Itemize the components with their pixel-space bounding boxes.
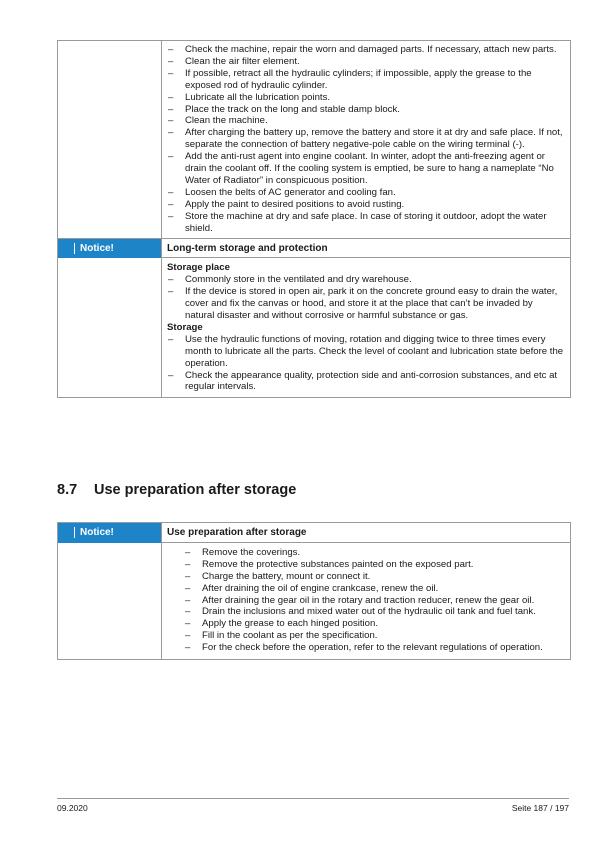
page-footer: [57, 798, 569, 813]
list-item: – Add the anti-rust agent into engine coolant. In winter, adopt the anti-freezing agent or drain the coolant off. If the cooling system is emptied, be sure to hang a nameplate “No Water of Radiator” in conspicuous position.: [167, 151, 564, 187]
notice-body-row: [58, 258, 570, 397]
notice-body: [162, 543, 570, 659]
list-item: – Charge the battery, mount or connect it.: [167, 571, 564, 583]
storage-place-heading: Storage place: [167, 262, 230, 274]
list-item: – Fill in the coolant as per the specification.: [167, 630, 564, 642]
list-item: – Remove the protective substances painted on the exposed part.: [167, 559, 564, 571]
notice-title: Use preparation after storage: [162, 523, 570, 543]
storage-place-list: [167, 274, 564, 322]
list-item: – Apply the grease to each hinged position.: [167, 618, 564, 630]
list-item: – After charging the battery up, remove the battery and store it at dry and safe place. If not, separate the connection of battery negative-pole cable on the wiring terminal (-).: [167, 127, 564, 151]
list-item: – Use the hydraulic functions of moving, rotation and digging twice to three times every month to lubricate all the parts. Check the level of coolant and lubrication state before the operation.: [167, 334, 564, 370]
notice-header-row: [58, 522, 570, 543]
maintenance-row: [58, 41, 570, 238]
empty-left-cell: [58, 258, 162, 397]
notice-label-cell: [58, 239, 162, 259]
list-item: – Clean the machine.: [167, 115, 564, 127]
notice-label: Notice!: [74, 243, 161, 254]
section-number: 8.7: [57, 482, 78, 498]
notice-label: Notice!: [74, 527, 161, 538]
footer-date: 09.2020: [57, 803, 88, 813]
storage-heading: Storage: [167, 321, 203, 333]
maintenance-list: [167, 44, 564, 235]
notice-header-row: [58, 238, 570, 259]
list-item: – Commonly store in the ventilated and dry warehouse.: [167, 274, 564, 286]
list-item: – Remove the coverings.: [167, 547, 564, 559]
empty-left-cell: [58, 543, 162, 659]
list-item: – If possible, retract all the hydraulic cylinders; if impossible, apply the grease to the exposed rod of hydraulic cylinder.: [167, 68, 564, 92]
list-item: – Place the track on the long and stable damp block.: [167, 104, 564, 116]
notice-body: [162, 258, 570, 397]
list-item: – After draining the gear oil in the rotary and traction reducer, renew the gear oil.: [167, 595, 564, 607]
list-item: – Check the machine, repair the worn and damaged parts. If necessary, attach new parts.: [167, 44, 564, 56]
list-item: – After draining the oil of engine crankcase, renew the oil.: [167, 583, 564, 595]
notice-title: Long-term storage and protection: [162, 239, 570, 259]
list-item: – If the device is stored in open air, park it on the concrete ground easy to drain the water, cover and fix the canvas or hood, and store it at the place that can’t be invaded by natural disaster and without corrosive or harmful substance or gas.: [167, 286, 564, 322]
storage-list: [167, 334, 564, 394]
list-item: – Loosen the belts of AC generator and cooling fan.: [167, 187, 564, 199]
use-preparation-table: [57, 522, 571, 660]
list-item: – Store the machine at dry and safe place. In case of storing it outdoor, adopt the water shield.: [167, 211, 564, 235]
maintenance-cell: [162, 41, 570, 238]
empty-left-cell: [58, 41, 162, 238]
list-item: – Lubricate all the lubrication points.: [167, 92, 564, 104]
list-item: – Apply the paint to desired positions to avoid rusting.: [167, 199, 564, 211]
use-preparation-list: [167, 547, 564, 654]
list-item: – Drain the inclusions and mixed water out of the hydraulic oil tank and fuel tank.: [167, 606, 564, 618]
notice-body-row: [58, 543, 570, 659]
list-item: – Check the appearance quality, protection side and anti-corrosion substances, and etc at regular intervals.: [167, 370, 564, 394]
notice-label-cell: [58, 523, 162, 543]
list-item: – Clean the air filter element.: [167, 56, 564, 68]
list-item: – For the check before the operation, refer to the relevant regulations of operation.: [167, 642, 564, 654]
footer-page-number: Seite 187 / 197: [511, 803, 569, 813]
section-heading: [57, 482, 296, 498]
section-title: Use preparation after storage: [94, 482, 297, 498]
storage-table: [57, 40, 571, 398]
